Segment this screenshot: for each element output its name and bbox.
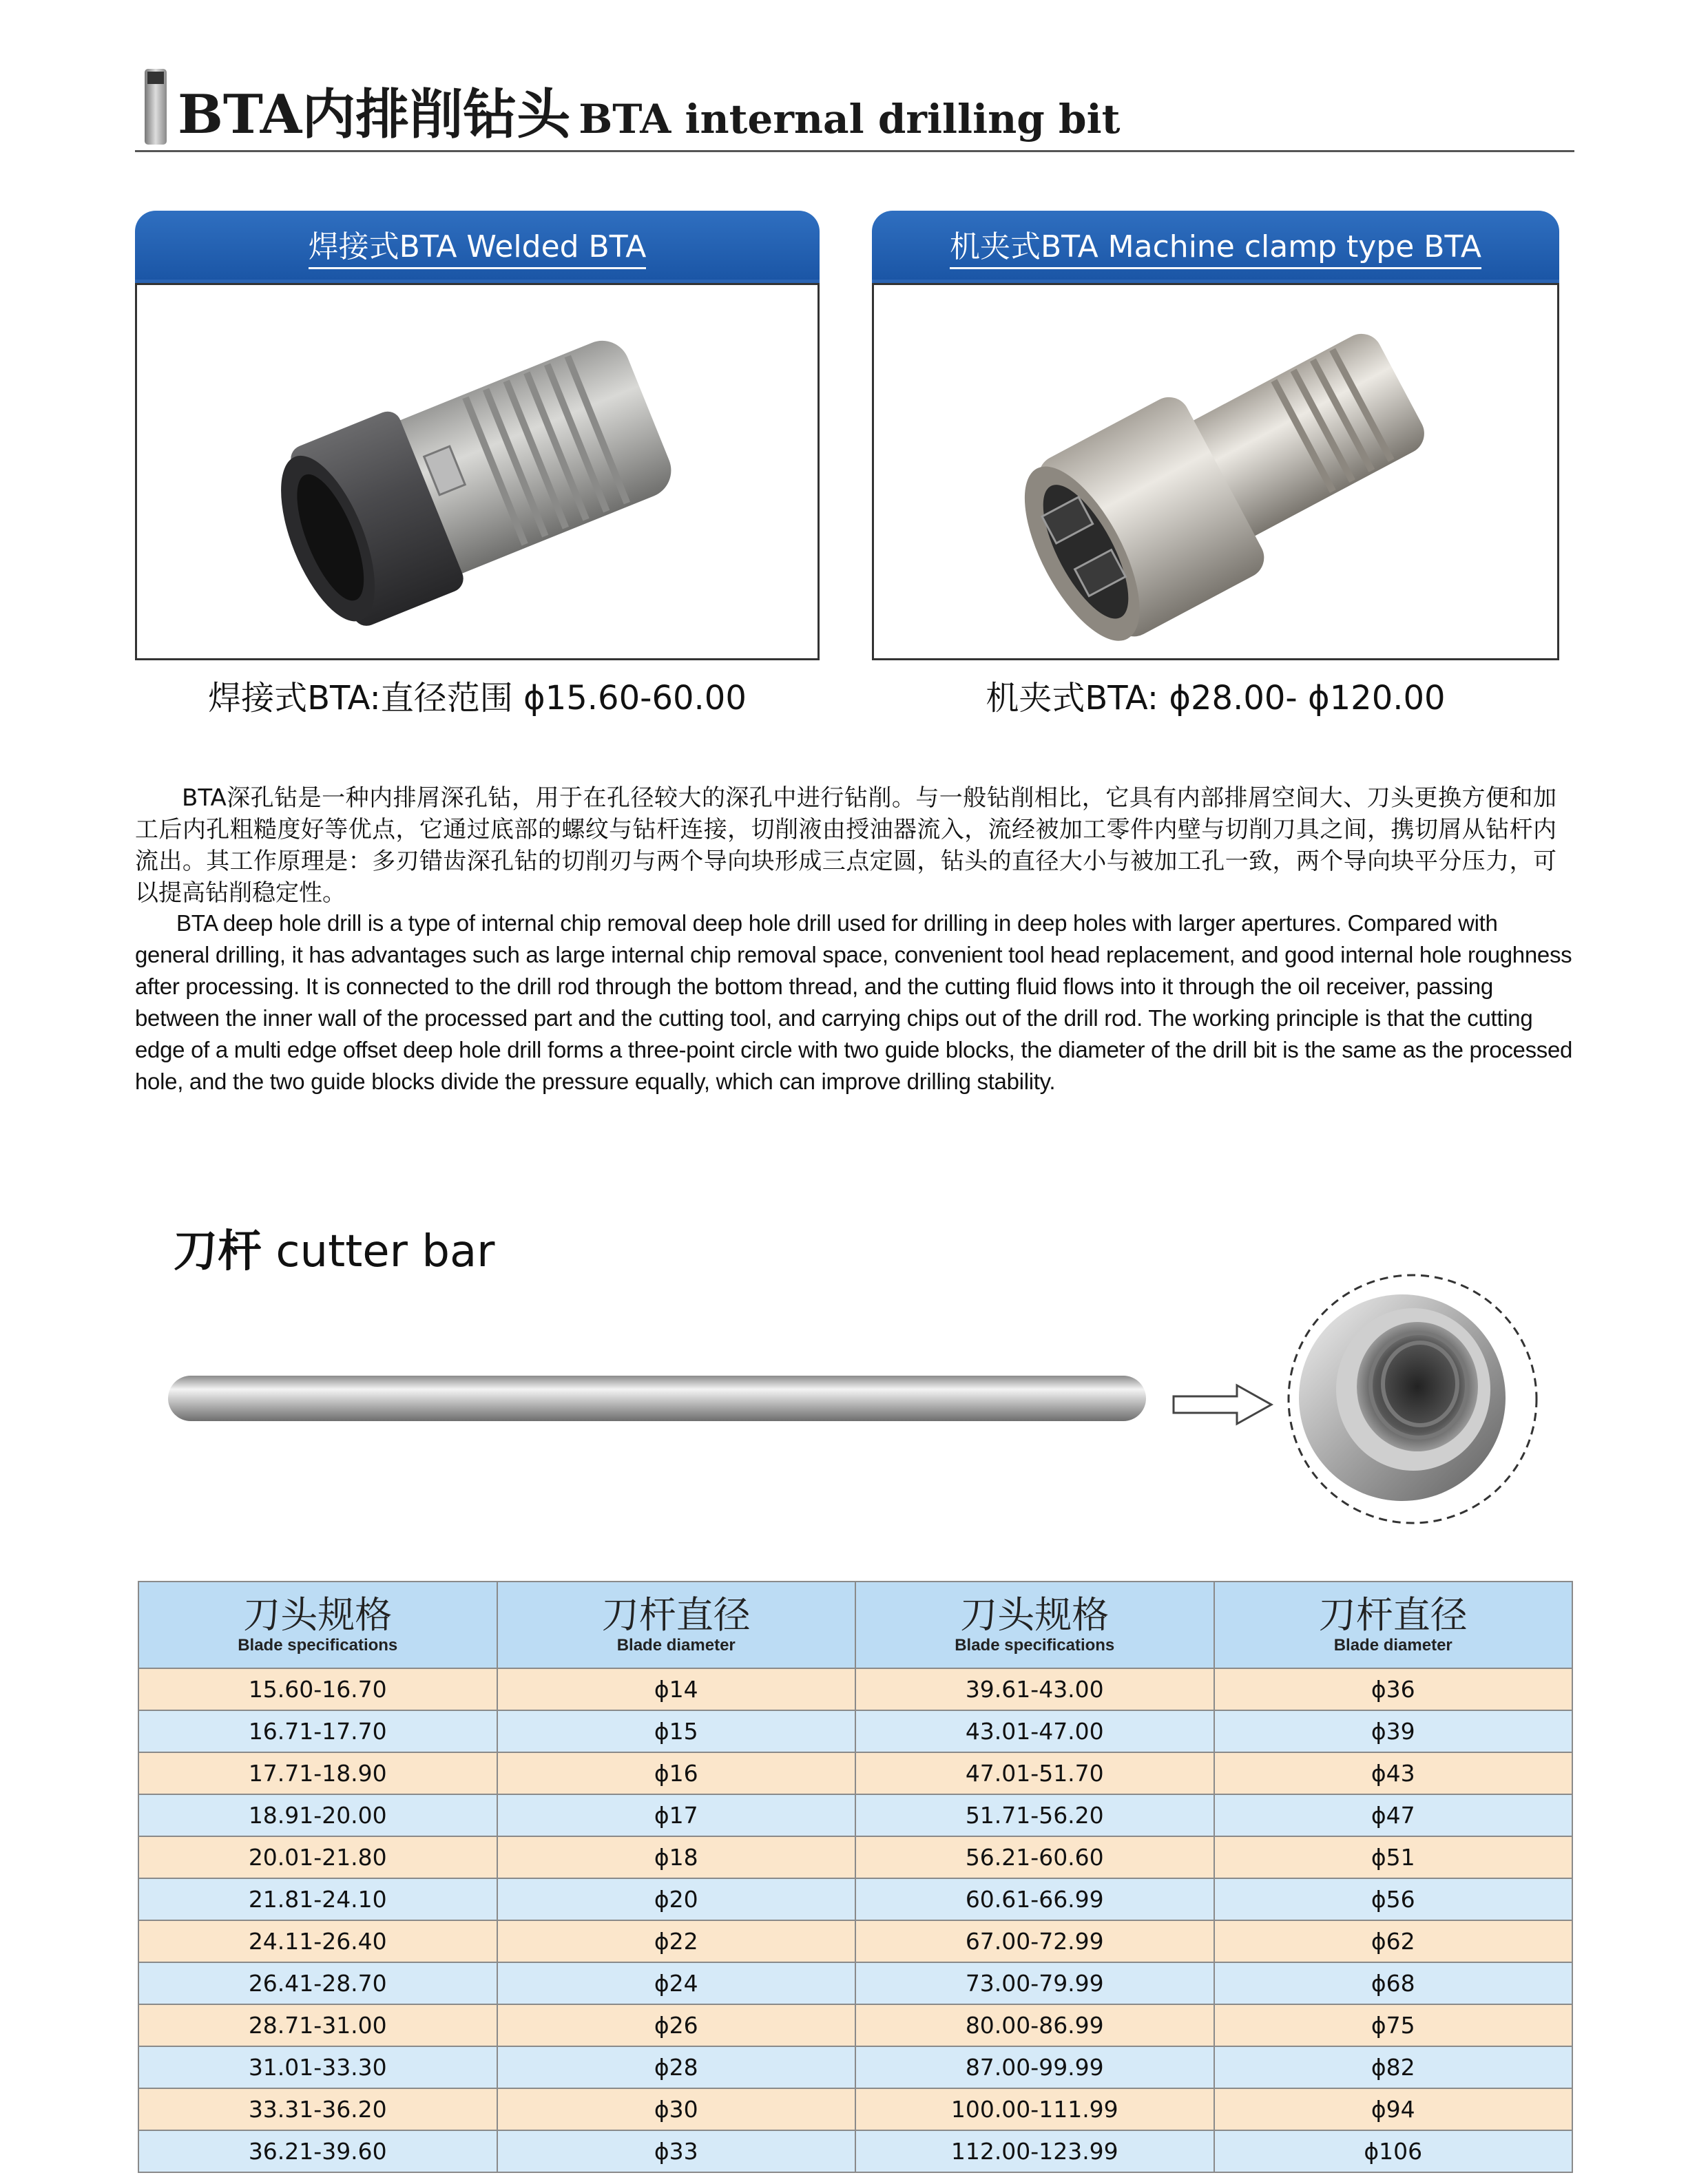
table-row (138, 2130, 1572, 2172)
blade-spec-cell: 33.31-36.20 (138, 2088, 497, 2130)
page-title-zh: BTA内排削钻头 (178, 83, 571, 146)
blade-diameter-cell: ϕ14 (497, 1668, 856, 1710)
table-row (138, 1836, 1572, 1878)
blade-diameter-cell: ϕ20 (497, 1878, 856, 1920)
welded-bta-image (135, 283, 820, 660)
cutter-bar-title (174, 1216, 494, 1279)
blade-diameter-cell: ϕ68 (1214, 1962, 1573, 2004)
blade-spec-cell: 20.01-21.80 (138, 1836, 497, 1878)
header-zh: 刀头规格 (960, 1593, 1110, 1637)
header-en: Blade specifications (238, 1636, 398, 1655)
blade-spec-cell: 51.71-56.20 (855, 1794, 1214, 1836)
header-divider (135, 150, 1574, 152)
header-blade-diameter (1214, 1582, 1573, 1668)
blade-spec-cell: 100.00-111.99 (855, 2088, 1214, 2130)
blade-diameter-cell: ϕ47 (1214, 1794, 1573, 1836)
table-row (138, 1962, 1572, 2004)
blade-spec-cell: 56.21-60.60 (855, 1836, 1214, 1878)
blade-spec-cell: 36.21-39.60 (138, 2130, 497, 2172)
blade-diameter-cell: ϕ94 (1214, 2088, 1573, 2130)
description-en: BTA deep hole drill is a type of internal chip removal deep hole drill used for drilling in deep holes with larger apertures. Compared with general drilling, it has advantages such as large internal chip removal space, convenient tool head replacement, and good internal hole roughness after processing. It is connected to the drill rod through the bottom thread, and the cutting fluid flows into it through the oil receiver, passing between the inner wall of the processed part and the cutting tool, and carrying chips out of the drill rod. The working principle is that the cutting edge of a multi edge offset deep hole drill forms a three-point circle with two guide blocks, the diameter of the drill bit is the same as the processed hole, and the two guide blocks divide the pressure equally, which can improve drilling stability. (135, 910, 1573, 1094)
page-title-en: BTA internal drilling bit (579, 96, 1121, 143)
blade-spec-cell: 39.61-43.00 (855, 1668, 1214, 1710)
blade-diameter-cell: ϕ62 (1214, 1920, 1573, 1962)
blade-diameter-cell: ϕ36 (1214, 1668, 1573, 1710)
header-blade-spec (138, 1582, 497, 1668)
cutter-bar-title-zh: 刀杆 (174, 1226, 262, 1277)
blade-spec-cell: 60.61-66.99 (855, 1878, 1214, 1920)
table-row (138, 1794, 1572, 1836)
blade-diameter-cell: ϕ51 (1214, 1836, 1573, 1878)
blade-diameter-cell: ϕ17 (497, 1794, 856, 1836)
arrow-right-icon (1171, 1383, 1274, 1427)
table-row (138, 1710, 1572, 1752)
blade-spec-cell: 18.91-20.00 (138, 1794, 497, 1836)
welded-bta-tab-label: 焊接式BTA Welded BTA (309, 222, 647, 269)
blade-diameter-cell: ϕ30 (497, 2088, 856, 2130)
header-zh: 刀头规格 (243, 1593, 393, 1637)
clamp-bta-caption: 机夹式BTA: ϕ28.00- ϕ120.00 (986, 679, 1446, 717)
description-zh: BTA深孔钻是一种内排屑深孔钻，用于在孔径较大的深孔中进行钻削。与一般钻削相比，它具有内部排屑空间大、刀头更换方便和加工后内孔粗糙度好等优点，它通过底部的螺纹与钻杆连接，切削液由授油器流入，流经被加工零件内壁与切削刀具之间，携切屑从钻杆内流出。其工作原理是：多刃错齿深孔钻的切削刃与两个导向块形成三点定圆，钻头的直径大小与被加工孔一致，两个导向块平分压力，可以提高钻削稳定性。 (135, 784, 1556, 907)
clamp-bta-tab-label: 机夹式BTA Machine clamp type BTA (950, 222, 1481, 269)
blade-diameter-cell: ϕ18 (497, 1836, 856, 1878)
blade-spec-cell: 112.00-123.99 (855, 2130, 1214, 2172)
page-title (178, 83, 1121, 146)
header-en: Blade diameter (1333, 1636, 1452, 1655)
blade-spec-cell: 73.00-79.99 (855, 1962, 1214, 2004)
table-row (138, 1878, 1572, 1920)
spec-table-header-row (138, 1582, 1572, 1668)
header-en: Blade specifications (955, 1636, 1115, 1655)
blade-diameter-cell: ϕ26 (497, 2004, 856, 2046)
blade-spec-cell: 67.00-72.99 (855, 1920, 1214, 1962)
clamp-bta-panel (872, 211, 1559, 717)
welded-bta-panel (135, 211, 820, 717)
table-row (138, 2046, 1572, 2088)
blade-diameter-cell: ϕ28 (497, 2046, 856, 2088)
blade-spec-cell: 43.01-47.00 (855, 1710, 1214, 1752)
cutter-bar-detail-illustration (1278, 1268, 1547, 1530)
clamp-bta-image (872, 283, 1559, 660)
blade-diameter-cell: ϕ43 (1214, 1752, 1573, 1794)
welded-bta-drill-illustration (137, 285, 817, 654)
table-row (138, 2004, 1572, 2046)
spec-table-body (138, 1668, 1572, 2172)
blade-spec-cell: 26.41-28.70 (138, 1962, 497, 2004)
blade-spec-cell: 47.01-51.70 (855, 1752, 1214, 1794)
blade-diameter-cell: ϕ106 (1214, 2130, 1573, 2172)
table-row (138, 1668, 1572, 1710)
table-row (138, 1752, 1572, 1794)
blade-diameter-cell: ϕ16 (497, 1752, 856, 1794)
table-row (138, 1920, 1572, 1962)
blade-diameter-cell: ϕ24 (497, 1962, 856, 2004)
blade-spec-cell: 21.81-24.10 (138, 1878, 497, 1920)
header-blade-spec (855, 1582, 1214, 1668)
welded-bta-caption: 焊接式BTA:直径范围 ϕ15.60-60.00 (208, 679, 747, 717)
blade-spec-cell: 87.00-99.99 (855, 2046, 1214, 2088)
blade-spec-cell: 15.60-16.70 (138, 1668, 497, 1710)
blade-spec-cell: 17.71-18.90 (138, 1752, 497, 1794)
welded-bta-tab (135, 211, 820, 280)
cutter-bar-illustration (163, 1370, 1154, 1432)
blade-spec-cell: 31.01-33.30 (138, 2046, 497, 2088)
blade-diameter-cell: ϕ56 (1214, 1878, 1573, 1920)
header-zh: 刀杆直径 (601, 1593, 751, 1637)
cutter-bar-title-en: cutter bar (275, 1226, 495, 1277)
spec-table (138, 1581, 1573, 2173)
drill-insert-icon (140, 66, 172, 146)
blade-diameter-cell: ϕ15 (497, 1710, 856, 1752)
blade-diameter-cell: ϕ82 (1214, 2046, 1573, 2088)
blade-diameter-cell: ϕ33 (497, 2130, 856, 2172)
clamp-bta-tab (872, 211, 1559, 280)
blade-spec-cell: 24.11-26.40 (138, 1920, 497, 1962)
blade-spec-cell: 16.71-17.70 (138, 1710, 497, 1752)
clamp-bta-drill-illustration (874, 285, 1557, 654)
blade-diameter-cell: ϕ39 (1214, 1710, 1573, 1752)
table-row (138, 2088, 1572, 2130)
header-blade-diameter (497, 1582, 856, 1668)
blade-spec-cell: 28.71-31.00 (138, 2004, 497, 2046)
blade-diameter-cell: ϕ75 (1214, 2004, 1573, 2046)
header-en: Blade diameter (616, 1636, 736, 1655)
header-zh: 刀杆直径 (1318, 1593, 1468, 1637)
blade-diameter-cell: ϕ22 (497, 1920, 856, 1962)
blade-spec-cell: 80.00-86.99 (855, 2004, 1214, 2046)
